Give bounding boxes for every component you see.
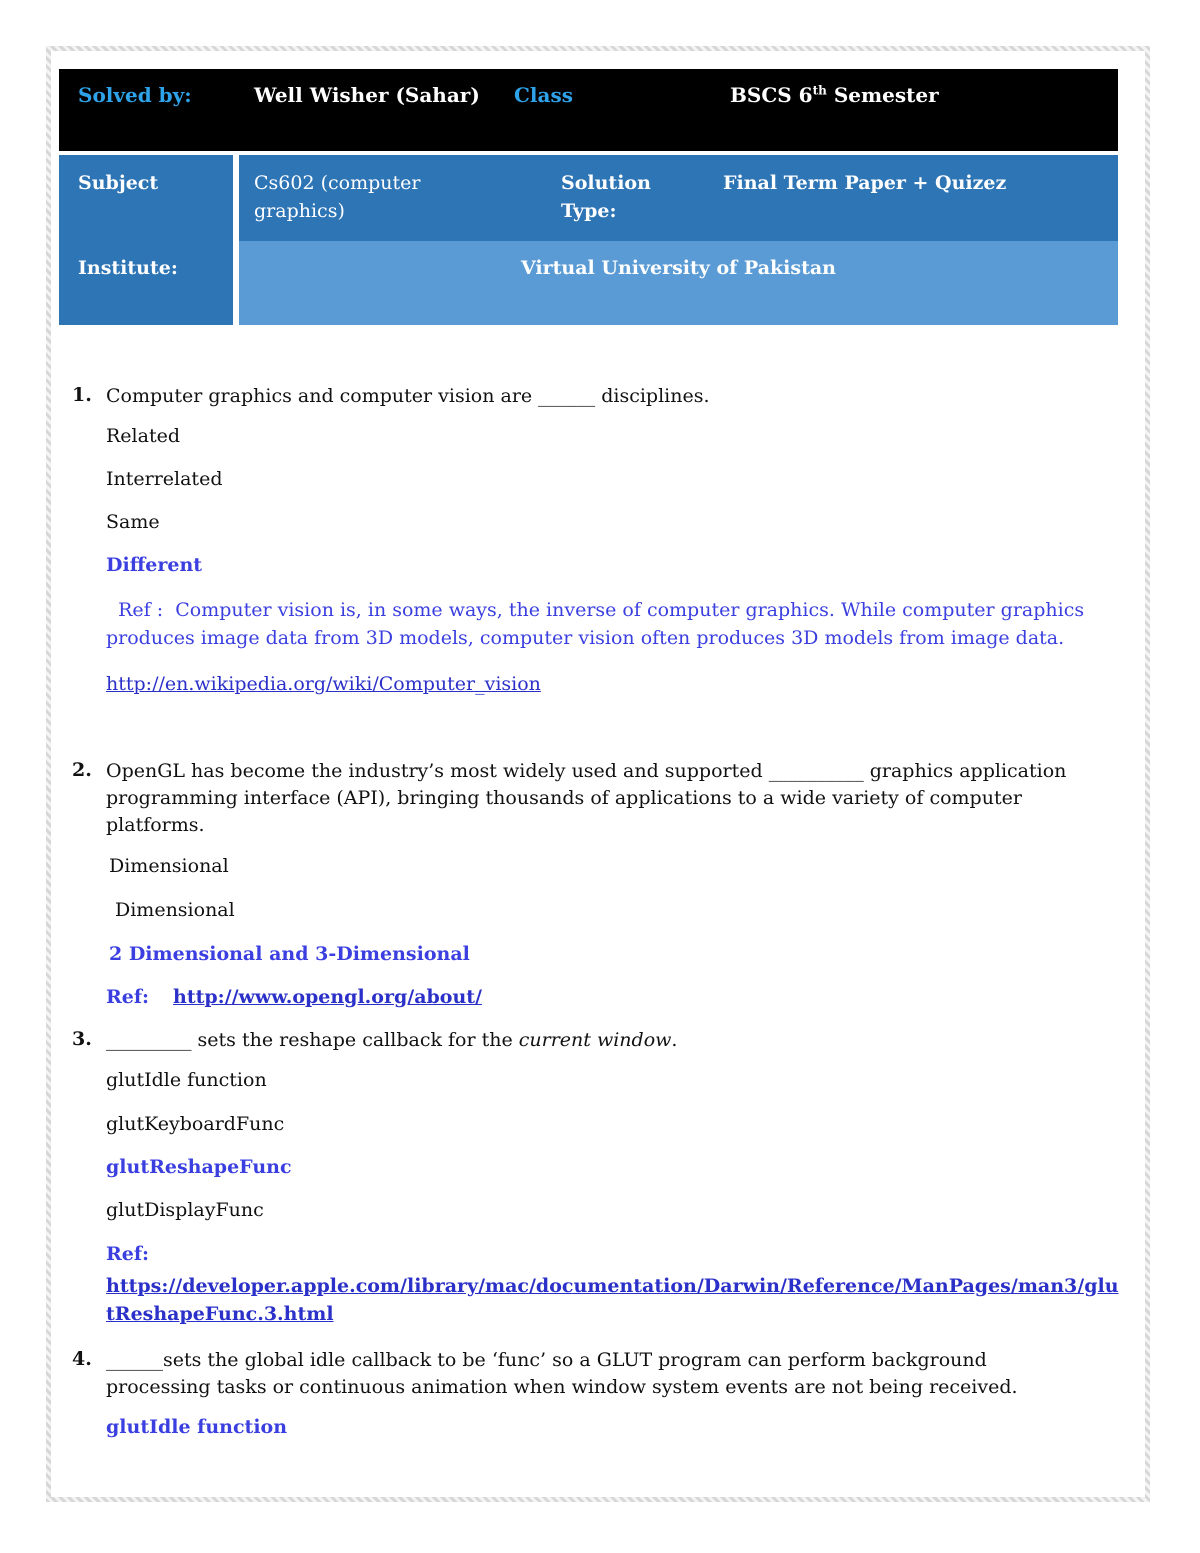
subject-value: Cs602 (computer graphics) xyxy=(254,172,421,222)
class-value: BSCS 6th Semester xyxy=(730,83,939,107)
option: Dimensional xyxy=(115,899,235,921)
question-text: OpenGL has become the industry’s most widely used and supported __________ graphics application programming interface (API), bringing thousands of applications to a wide variety of computer platforms. xyxy=(106,760,1067,836)
question-number: 4. xyxy=(72,1348,92,1370)
question-number: 3. xyxy=(72,1028,92,1050)
option: glutIdle function xyxy=(106,1069,267,1091)
question-text: _________ sets the reshape callback for the current window. xyxy=(106,1029,678,1051)
ref-text: Computer vision is, in some ways, the inverse of computer graphics. While computer graphics produces image data from 3D models, computer vision often produces 3D models from image data. xyxy=(106,599,1085,649)
option: Interrelated xyxy=(106,468,223,490)
question-number: 1. xyxy=(72,384,92,406)
option: Dimensional xyxy=(109,855,229,877)
question-number: 2. xyxy=(72,759,92,781)
question-text: ______sets the global idle callback to be ‘func’ so a GLUT program can perform background processing tasks or continuous animation when window system events are not being received. xyxy=(106,1349,1018,1398)
solution-type-label: Solution Type: xyxy=(561,172,651,222)
correct-answer: Different xyxy=(106,554,203,576)
option: Related xyxy=(106,425,180,447)
option: glutKeyboardFunc xyxy=(106,1113,285,1135)
class-label: Class xyxy=(514,83,573,107)
reference-link[interactable]: http://www.opengl.org/about/ xyxy=(173,986,483,1008)
solved-by-value: Well Wisher (Sahar) xyxy=(254,83,480,107)
ref-label: Ref : xyxy=(118,599,164,621)
correct-answer: glutReshapeFunc xyxy=(106,1156,292,1178)
reference-note xyxy=(106,596,1116,652)
question-text: Computer graphics and computer vision are ______ disciplines. xyxy=(106,385,710,407)
ref-label: Ref: xyxy=(106,1243,150,1265)
solution-type-value: Final Term Paper + Quizez xyxy=(723,172,1007,194)
correct-answer: 2 Dimensional and 3-Dimensional xyxy=(109,943,470,965)
institute-label: Institute: xyxy=(78,257,178,279)
option: Same xyxy=(106,511,160,533)
solved-by-label: Solved by: xyxy=(78,83,192,107)
reference-link[interactable]: http://en.wikipedia.org/wiki/Computer_vision xyxy=(106,673,541,695)
option: glutDisplayFunc xyxy=(106,1199,264,1221)
correct-answer: glutIdle function xyxy=(106,1416,288,1438)
ref-label: Ref: xyxy=(106,986,150,1008)
institute-value: Virtual University of Pakistan xyxy=(521,257,836,279)
reference-link[interactable]: https://developer.apple.com/library/mac/documentation/Darwin/Reference/ManPages/man3/glu tReshapeFunc.3.html xyxy=(106,1275,1119,1325)
header-bar xyxy=(59,69,1118,151)
subject-label: Subject xyxy=(78,172,159,194)
